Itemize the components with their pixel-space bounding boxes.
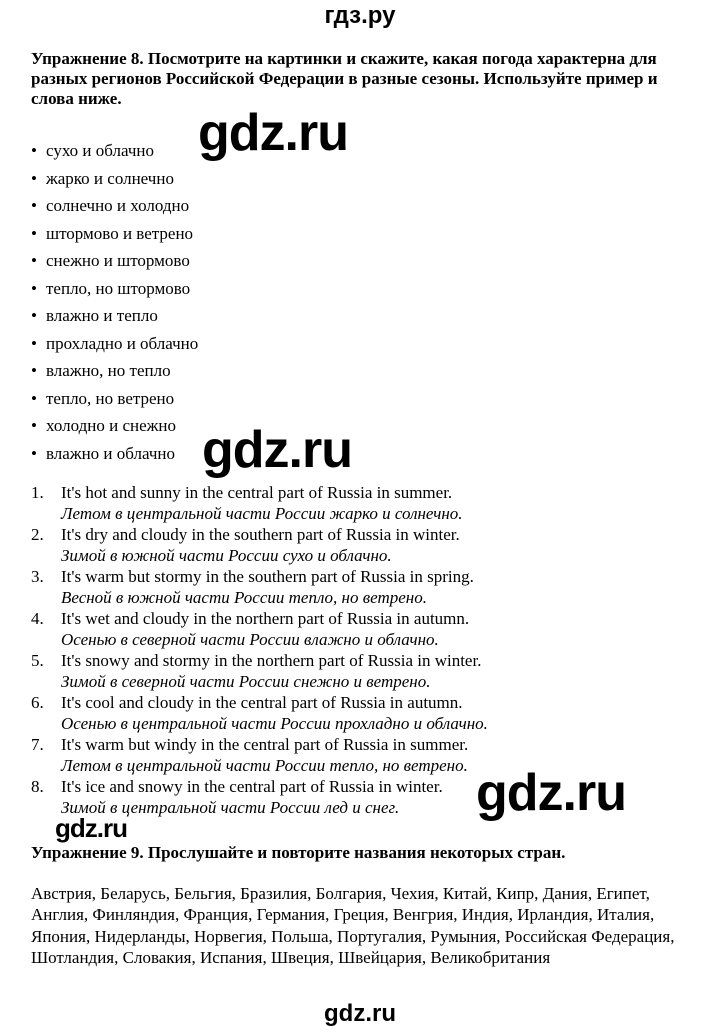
answer-item	[31, 608, 488, 650]
answer-item	[31, 482, 488, 524]
word: тепло, но ветрено	[46, 388, 175, 408]
answer-translation: Летом в центральной части России тепло, но ветрено.	[61, 756, 468, 775]
list-item	[31, 440, 198, 468]
bullet-icon: •	[31, 333, 37, 353]
answer-translation: Зимой в центральной части России лед и снег.	[61, 798, 400, 817]
answer-number: 5.	[31, 651, 44, 670]
answer-number: 6.	[31, 693, 44, 712]
answer-english: It's warm but windy in the central part of Russia in summer.	[61, 735, 469, 754]
answer-english: It's snowy and stormy in the northern part of Russia in winter.	[61, 651, 482, 670]
list-item	[31, 357, 198, 385]
site-footer: gdz.ru	[324, 1000, 396, 1027]
list-item	[31, 412, 198, 440]
bullet-icon: •	[31, 443, 37, 463]
site-header: гдз.ру	[324, 2, 396, 29]
list-item	[31, 275, 198, 303]
bullet-icon: •	[31, 251, 37, 270]
list-item	[31, 137, 198, 165]
answer-item	[31, 734, 488, 776]
list-item	[31, 165, 198, 193]
word-list	[31, 137, 198, 467]
list-item	[31, 330, 198, 358]
answer-number: 8.	[31, 777, 44, 796]
answer-number: 7.	[31, 735, 44, 754]
answer-translation: Осенью в северной части России влажно и облачно.	[61, 630, 439, 649]
word: влажно, но тепло	[46, 361, 171, 380]
bullet-icon: •	[31, 306, 37, 325]
answer-item	[31, 650, 488, 692]
answer-english: It's cool and cloudy in the central part of Russia in autumn.	[61, 693, 463, 712]
answer-item	[31, 776, 488, 818]
watermark: gdz.ru	[476, 764, 626, 822]
answer-english: It's dry and cloudy in the southern part of Russia in winter.	[61, 525, 460, 544]
answer-english: It's wet and cloudy in the northern part of Russia in autumn.	[61, 609, 470, 628]
bullet-icon: •	[31, 361, 37, 380]
answer-number: 2.	[31, 525, 44, 544]
answer-english: It's warm but stormy in the southern part of Russia in spring.	[61, 567, 474, 586]
answer-number: 3.	[31, 567, 44, 586]
answer-number: 4.	[31, 609, 44, 628]
watermark: gdz.ru	[198, 104, 348, 162]
answer-translation: Осенью в центральной части России прохладно и облачно.	[61, 714, 488, 733]
word: сухо и облачно	[46, 141, 154, 160]
exercise-9-title: Упражнение 9. Прослушайте и повторите названия некоторых стран.	[31, 843, 566, 862]
answer-translation: Весной в южной части России тепло, но ветрено.	[61, 588, 427, 607]
answer-translation: Летом в центральной части России жарко и солнечно.	[61, 504, 463, 523]
exercise-8-title: Упражнение 8. Посмотрите на картинки и скажите, какая погода характерна для разных регионов Российской Федерации в разные сезоны. Используйте пример и слова ниже.	[31, 49, 658, 108]
answer-item	[31, 566, 488, 608]
watermark: gdz.ru	[55, 813, 127, 843]
list-item	[31, 220, 198, 248]
word: прохладно и облачно	[46, 333, 199, 353]
bullet-icon: •	[31, 141, 37, 160]
bullet-icon: •	[31, 416, 37, 435]
word: тепло, но штормово	[46, 278, 191, 298]
word: жарко и солнечно	[46, 168, 174, 188]
answer-number: 1.	[31, 483, 44, 502]
list-item	[31, 302, 198, 330]
bullet-icon: •	[31, 196, 37, 215]
answer-english: It's ice and snowy in the central part of Russia in winter.	[61, 777, 443, 796]
answer-list	[31, 482, 488, 818]
list-item	[31, 247, 198, 275]
bullet-icon: •	[31, 223, 37, 243]
answer-item	[31, 692, 488, 734]
answer-translation: Зимой в южной части России сухо и облачно.	[61, 546, 392, 565]
watermark: gdz.ru	[202, 421, 352, 479]
country-list: Австрия, Беларусь, Бельгия, Бразилия, Болгария, Чехия, Китай, Кипр, Дания, Египет, Англия, Финляндия, Франция, Германия, Греция, Венгрия, Индия, Ирландия, Италия, Япония, Нидерланды, Норвегия, Польша, Португалия, Румыния, Российская Федерация, Шотландия, Словакия, Испания, Швеция, Швейцария, Великобритания	[31, 884, 675, 967]
word: штормово и ветрено	[46, 223, 194, 243]
answer-english: It's hot and sunny in the central part of Russia in summer.	[61, 483, 453, 502]
list-item	[31, 385, 198, 413]
word: влажно и облачно	[46, 443, 175, 463]
word: влажно и тепло	[46, 306, 158, 325]
answer-translation: Зимой в северной части России снежно и ветрено.	[61, 672, 431, 691]
word: холодно и снежно	[46, 416, 176, 435]
bullet-icon: •	[31, 388, 37, 408]
list-item	[31, 192, 198, 220]
answer-item	[31, 524, 488, 566]
bullet-icon: •	[31, 278, 37, 298]
word: снежно и штормово	[46, 251, 190, 270]
word: солнечно и холодно	[46, 196, 190, 215]
bullet-icon: •	[31, 168, 37, 188]
